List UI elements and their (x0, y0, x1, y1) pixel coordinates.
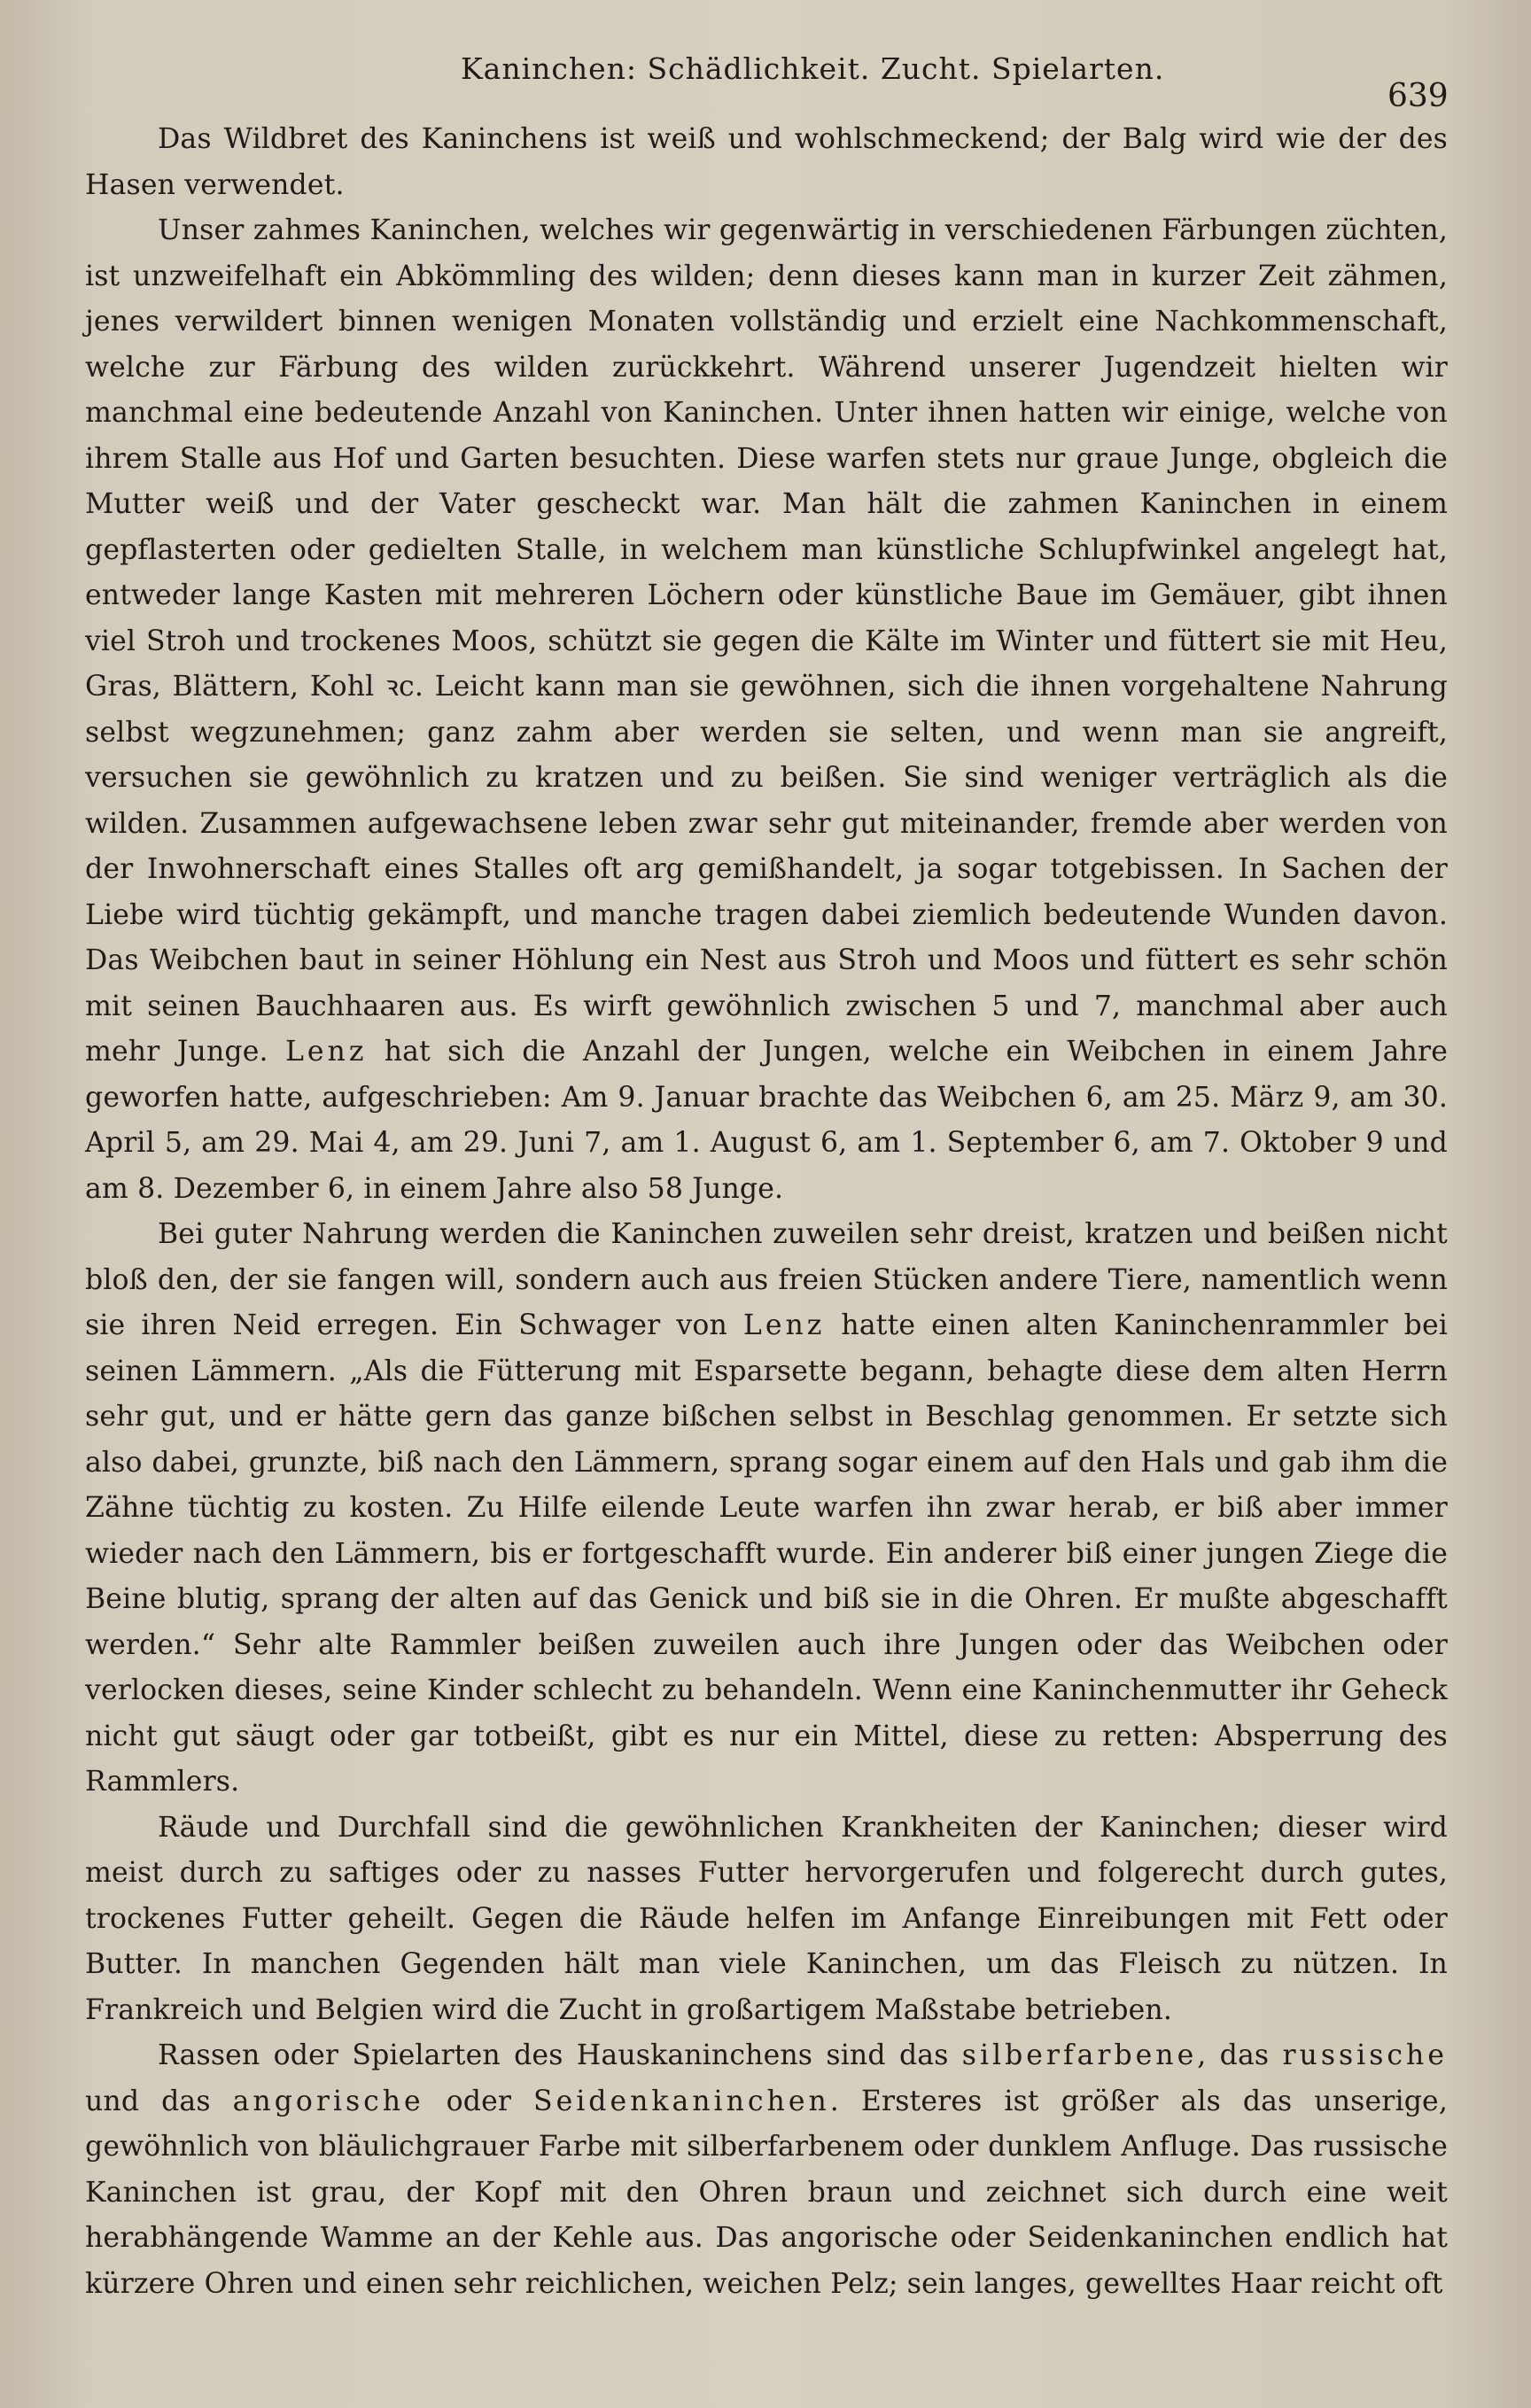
paragraph (85, 1806, 1448, 2034)
text-run: Bei guter Nahrung werden die Kaninchen zuweilen sehr dreist, kratzen und beißen nicht bloß den, der sie fangen will, sondern auch aus freien Stücken andere Tiere, namentlich wenn sie ihren Neid erregen. Ein Schwager von (85, 1218, 1448, 1341)
emphasized-term: silberfarbene (961, 2039, 1198, 2071)
text-run: , das (1197, 2039, 1283, 2071)
running-head: Kaninchen: Schädlichkeit. Zucht. Spielarten. (461, 51, 1165, 86)
emphasized-term: angorische (232, 2085, 424, 2117)
text-run: oder (424, 2085, 533, 2117)
text-run: hatte einen alten Kaninchenrammler bei seinen Lämmern. „Als die Fütterung mit Esparsette begann, behagte diese dem alten Herrn sehr gut, und er hätte gern das ganze bißchen selbst in Beschlag genommen. Er setzte sich also dabei, grunzte, biß nach den Lämmern, sprang sogar einem auf den Hals und gab ihm die Zähne tüchtig zu kosten. Zu Hilfe eilende Leute warfen ihn zwar herab, er biß aber immer wieder nach den Lämmern, bis er fortgeschafft wurde. Ein anderer biß einer jungen Ziege die Beine blutig, sprang der alten auf das Genick und biß sie in die Ohren. Er mußte abgeschafft werden.“ Sehr alte Rammler beißen zuweilen auch ihre Jungen oder das Weibchen oder verlocken dieses, seine Kinder schlecht zu behandeln. Wenn eine Kaninchenmutter ihr Geheck nicht gut säugt oder gar totbeißt, gibt es nur ein Mittel, diese zu retten: Absperrung des Rammlers. (85, 1309, 1449, 1798)
paragraph (85, 2033, 1448, 2307)
text-run: hat sich die Anzahl der Jungen, welche ein Weibchen in einem Jahre geworfen hatte, aufgeschrieben: Am 9. Januar brachte das Weibchen 6, am 25. März 9, am 30. April 5, am 29. Mai 4, am 29. Juni 7, am 1. August 6, am 1. September 6, am 7. Oktober 9 und am 8. Dezember 6, in einem Jahre also 58 Junge. (85, 1036, 1448, 1205)
page-header (0, 43, 1531, 114)
page-number: 639 (1387, 78, 1449, 114)
emphasized-term: Lenz (284, 1036, 368, 1068)
text-run: Unser zahmes Kaninchen, welches wir gegenwärtig in verschiedenen Färbungen züchten, ist unzweifelhaft ein Abkömmling des wilden; denn dieses kann man in kurzer Zeit zähmen, jenes verwildert binnen wenigen Monaten vollständig und erzielt eine Nachkommenschaft, welche zur Färbung des wilden zurückkehrt. Während unserer Jugendzeit hielten wir manchmal eine bedeutende Anzahl von Kaninchen. Unter ihnen hatten wir einige, welche von ihrem Stalle aus Hof und Garten besuchten. Diese warfen stets nur graue Junge, obgleich die Mutter weiß und der Vater gescheckt war. Man hält die zahmen Kaninchen in einem gepflasterten oder gedielten Stalle, in welchem man künstliche Schlupfwinkel angelegt hat, entweder lange Kasten mit mehreren Löchern oder künstliche Baue im Gemäuer, gibt ihnen viel Stroh und trockenes Moos, schützt sie gegen die Kälte im Winter und füttert sie mit Heu, Gras, Blättern, Kohl ꝛc. Leicht kann man sie gewöhnen, sich die ihnen vorgehaltene Nahrung selbst wegzunehmen; ganz zahm aber werden sie selten, und wenn man sie angreift, versuchen sie gewöhnlich zu kratzen und zu beißen. Sie sind weniger verträglich als die wilden. Zusammen aufgewachsene leben zwar sehr gut miteinander, fremde aber werden von der Inwohnerschaft eines Stalles oft arg gemißhandelt, ja sogar totgebissen. In Sachen der Liebe wird tüchtig gekämpft, und manche tragen dabei ziemlich bedeutende Wunden davon. Das Weibchen baut in seiner Höhlung ein Nest aus Stroh und Moos und füttert es sehr schön mit seinen Bauchhaaren aus. Es wirft gewöhnlich zwischen 5 und 7, manchmal aber auch mehr Junge. (85, 214, 1448, 1068)
paragraph (85, 117, 1448, 208)
text-run: Rassen oder Spielarten des Hauskaninchens sind das (158, 2039, 962, 2071)
body-text (85, 117, 1448, 2307)
paragraph (85, 1212, 1448, 1806)
text-run: . Ersteres ist größer als das unserige, gewöhnlich von bläulichgrauer Farbe mit silberfarbenem oder dunklem Anfluge. Das russische Kaninchen ist grau, der Kopf mit den Ohren braun und zeichnet sich durch eine weit herabhängende Wamme an der Kehle aus. Das angorische oder Seidenkaninchen endlich hat kürzere Ohren und einen sehr reichlichen, weichen Pelz; sein langes, gewelltes Haar reicht oft (85, 2085, 1448, 2300)
paragraph (85, 208, 1448, 1212)
text-run: Räude und Durchfall sind die gewöhnlichen Krankheiten der Kaninchen; dieser wird meist durch zu saftiges oder zu nasses Futter hervorgerufen und folgerecht durch gutes, trockenes Futter geheilt. Gegen die Räude helfen im Anfange Einreibungen mit Fett oder Butter. In manchen Gegenden hält man viele Kaninchen, um das Fleisch zu nützen. In Frankreich und Belgien wird die Zucht in großartigem Maßstabe betrieben. (85, 1811, 1448, 2026)
text-run: Das Wildbret des Kaninchens ist weiß und wohlschmeckend; der Balg wird wie der des Hasen verwendet. (85, 123, 1448, 201)
text-run: und das (85, 2085, 233, 2117)
emphasized-term: russische (1282, 2039, 1448, 2071)
emphasized-term: Seidenkaninchen (533, 2085, 830, 2117)
emphasized-term: Lenz (742, 1309, 826, 1341)
